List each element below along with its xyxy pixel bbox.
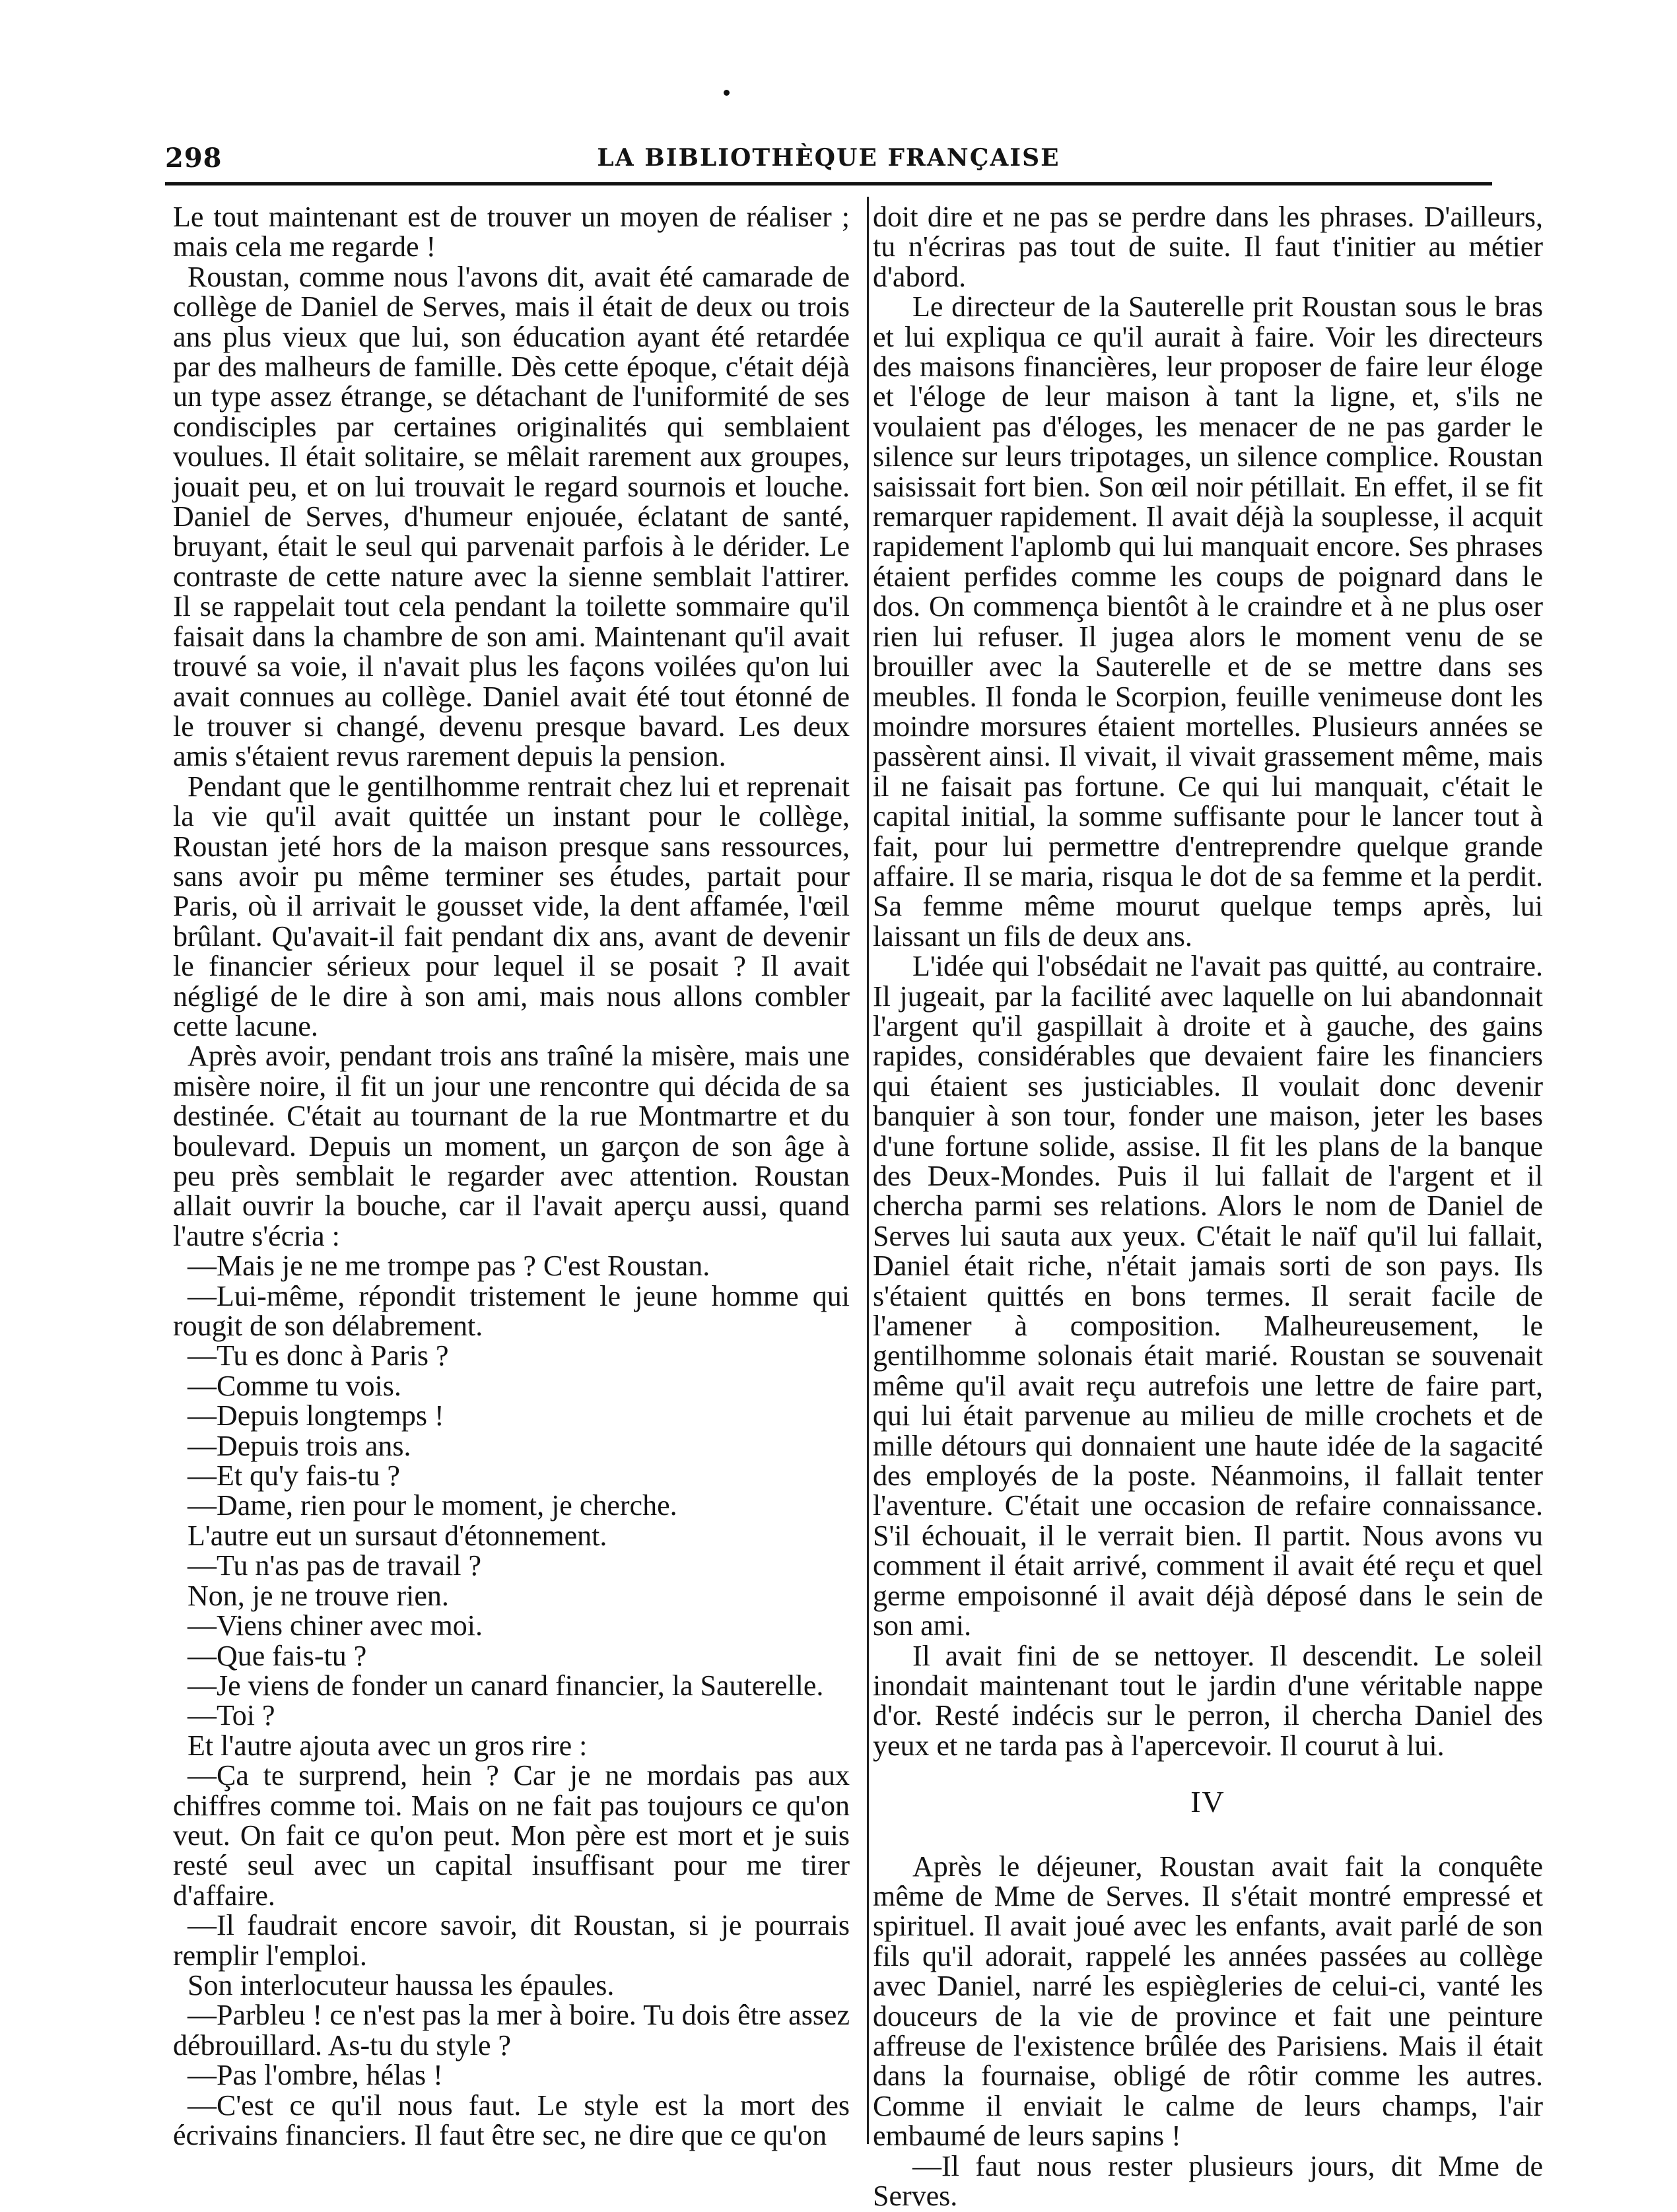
paragraph: —Depuis trois ans.	[188, 1429, 411, 1462]
paragraph: —Mais je ne me trompe pas ? C'est Roustan.	[188, 1250, 710, 1283]
paragraph: Après avoir, pendant trois ans traîné la misère, mais une misère noire, il fit un jour une rencontre qui décida de sa destinée. C'était au tournant de la rue Montmartre et du boulevard. Depuis un moment, un garçon de son âge à peu près semblait le regarder avec attention. Roustan allait ouvrir la bouche, car il l'avait aperçu aussi, quand l'autre s'écria :	[173, 1040, 850, 1252]
paragraph: Pendant que le gentilhomme rentrait chez lui et reprenait la vie qu'il avait quittée un instant pour le collège, Roustan jeté hors de la maison presque sans ressources, sans avoir pu même terminer ses études, partait pour Paris, où il arrivait le gousset vide, la dent affamée, l'œil brûlant. Qu'avait-il fait pendant dix ans, avant de devenir le financier sérieux pour lequel il se posait ? Il avait négligé de le dire à son ami, mais nous allons combler cette lacune.	[173, 770, 850, 1042]
paragraph: —Et qu'y fais-tu ?	[188, 1459, 400, 1492]
paragraph: —Comme tu vois.	[188, 1369, 401, 1402]
paragraph: —Que fais-tu ?	[188, 1639, 367, 1672]
paragraph: —Viens chiner avec moi.	[188, 1609, 483, 1642]
paragraph: —Tu es donc à Paris ?	[188, 1339, 449, 1372]
left-column	[173, 202, 850, 2150]
paragraph: L'autre eut un sursaut d'étonnement.	[188, 1519, 607, 1552]
paragraph: —Je viens de fonder un canard financier, la Sauterelle.	[188, 1669, 824, 1702]
paragraph: Il avait fini de se nettoyer. Il descendit. Le soleil inondait maintenant tout le jardin d'une véritable nappe d'or. Resté indécis sur le perron, il chercha Daniel des yeux et ne tarda pas à l'apercevoir. Il courut à lui.	[873, 1639, 1543, 1762]
column-divider	[867, 197, 869, 2144]
section-number: IV	[1190, 1785, 1225, 1819]
paragraph: —Ça te surprend, hein ? Car je ne mordais pas aux chiffres comme toi. Mais on ne fait pas toujours ce qu'on veut. On fait ce qu'on peut. Mon père est mort et je suis resté seul avec un capital insuffisant pour me tirer d'affaire.	[173, 1759, 850, 1912]
right-column	[873, 202, 1543, 2211]
page-header	[165, 140, 1492, 185]
paragraph: Le directeur de la Sauterelle prit Roustan sous le bras et lui expliqua ce qu'il aurait à faire. Voir les directeurs des maisons financières, leur proposer de faire leur éloge et l'éloge de leur maison à tant la ligne, et, s'ils ne voulaient pas d'éloges, les menacer de ne pas garder le silence sur leurs tripotages, un silence complice. Roustan saisissait fort bien. Son œil noir pétillait. En effet, il se fit remarquer rapidement. Il avait déjà la souplesse, il acquit rapidement l'aplomb qui lui manquait encore. Ses phrases étaient perfides comme les coups de poignard dans le dos. On commença bientôt à le craindre et à ne plus oser rien lui refuser. Il jugea alors le moment venu de se brouiller avec la Sauterelle et de se mettre dans ses meubles. Il fonda le Scorpion, feuille venimeuse dont les moindre morsures étaient mortelles. Plusieurs années se passèrent ainsi. Il vivait, il vivait grassement même, mais il ne faisait pas fortune. Ce qui lui manquait, c'était le capital initial, la somme suffisante pour le lancer tout à fait, pour lui permettre d'entreprendre quelque grande affaire. Il se maria, risqua le dot de sa femme et la perdit. Sa femme même mourut quelque temps après, lui laissant un fils de deux ans.	[873, 290, 1543, 953]
paragraph: —Dame, rien pour le moment, je cherche.	[188, 1489, 677, 1522]
printer-mark	[724, 90, 730, 96]
paragraph: Non, je ne trouve rien.	[188, 1579, 449, 1612]
paragraph: —Toi ?	[188, 1699, 275, 1732]
paragraph: doit dire et ne pas se perdre dans les phrases. D'ailleurs, tu n'écriras pas tout de suite. Il faut t'initier au métier d'abord.	[873, 201, 1543, 293]
paragraph: Et l'autre ajouta avec un gros rire :	[188, 1729, 588, 1762]
paragraph: —Parbleu ! ce n'est pas la mer à boire. Tu dois être assez débrouillard. As-tu du style ?	[173, 1999, 850, 2061]
paragraph: —C'est ce qu'il nous faut. Le style est la mort des écrivains financiers. Il faut être sec, ne dire que ce qu'on	[173, 2089, 850, 2151]
paragraph: Roustan, comme nous l'avons dit, avait été camarade de collège de Daniel de Serves, mais il était de deux ou trois ans plus vieux que lui, son éducation ayant été retardée par des malheurs de famille. Dès cette époque, c'était déjà un type assez étrange, se détachant de l'uniformité de ses condisciples par certaines originalités qui semblaient voulues. Il était solitaire, se mêlait rarement aux groupes, jouait peu, et on lui trouvait le regard sournois et louche. Daniel de Serves, d'humeur enjouée, éclatant de santé, bruyant, était le seul qui parvenait parfois à le dérider. Le contraste de cette nature avec la sienne semblait l'attirer. Il se rappelait tout cela pendant la toilette sommaire qu'il faisait dans la chambre de son ami. Maintenant qu'il avait trouvé sa voie, il n'avait plus les façons voilées qu'on lui avait connues au collège. Daniel avait été tout étonné de le trouver si changé, devenu presque bavard. Les deux amis s'étaient revus rarement depuis la pension.	[173, 260, 850, 773]
running-title: LA BIBLIOTHÈQUE FRANÇAISE	[597, 144, 1060, 172]
paragraph: —Depuis longtemps !	[188, 1399, 444, 1432]
paragraph: —Tu n'as pas de travail ?	[188, 1549, 482, 1582]
paragraph: Le tout maintenant est de trouver un moyen de réaliser ; mais cela me regarde !	[173, 201, 850, 263]
paragraph: —Il faut nous rester plusieurs jours, dit Mme de Serves.	[873, 2149, 1543, 2212]
paragraph: —Il faudrait encore savoir, dit Roustan, si je pourrais remplir l'emploi.	[173, 1909, 850, 1972]
paragraph: L'idée qui l'obsédait ne l'avait pas quitté, au contraire. Il jugeait, par la facilité avec laquelle on lui abandonnait l'argent qu'il gaspillait à droite et à gauche, des gains rapides, considérables que devaient faire les financiers qui étaient ses justiciables. Il voulait donc devenir banquier à son tour, fonder une maison, jeter les bases d'une fortune solide, assise. Il fit les plans de la banque des Deux-Mondes. Puis il lui fallait de l'argent et il chercha parmi ses relations. Alors le nom de Daniel de Serves lui sauta aux yeux. C'était le naïf qu'il lui fallait, Daniel était riche, n'était jamais sorti de son pays. Ils s'étaient quittés en bons termes. Il serait facile de l'amener à composition. Malheureusement, le gentilhomme solonais était marié. Roustan se souvenait même qu'il avait reçu autrefois une lettre de faire part, qui lui était parvenue au milieu de mille crochets et de mille détours qui donnaient une haute idée de la sagacité des employés de la poste. Néanmoins, il fallait tenter l'aventure. C'était une occasion de refaire connaissance. S'il échouait, il le verrait bien. Il partit. Nous avons vu comment il était arrivé, comment il avait été reçu et quel germe empoisonné il avait déjà déposé dans le sein de son ami.	[873, 950, 1543, 1642]
page-number: 298	[165, 143, 222, 174]
paragraph: —Pas l'ombre, hélas !	[188, 2059, 443, 2092]
paragraph: Après le déjeuner, Roustan avait fait la conquête même de Mme de Serves. Il s'était montré empressé et spirituel. Il avait joué avec les enfants, avait parlé de son fils qu'il adorait, rappelé les années passées au collège avec Daniel, narré les espiègleries de celui-ci, vanté les douceurs de la vie de province et fait une peinture affreuse de l'existence brûlée des Parisiens. Mais il était dans la fournaise, obligé de rôtir comme les autres. Comme il enviait le calme de leurs champs, l'air embaumé de leurs sapins !	[873, 1850, 1543, 2153]
paragraph: Son interlocuteur haussa les épaules.	[188, 1968, 615, 2001]
paragraph: —Lui-même, répondit tristement le jeune homme qui rougit de son délabrement.	[173, 1279, 850, 1343]
